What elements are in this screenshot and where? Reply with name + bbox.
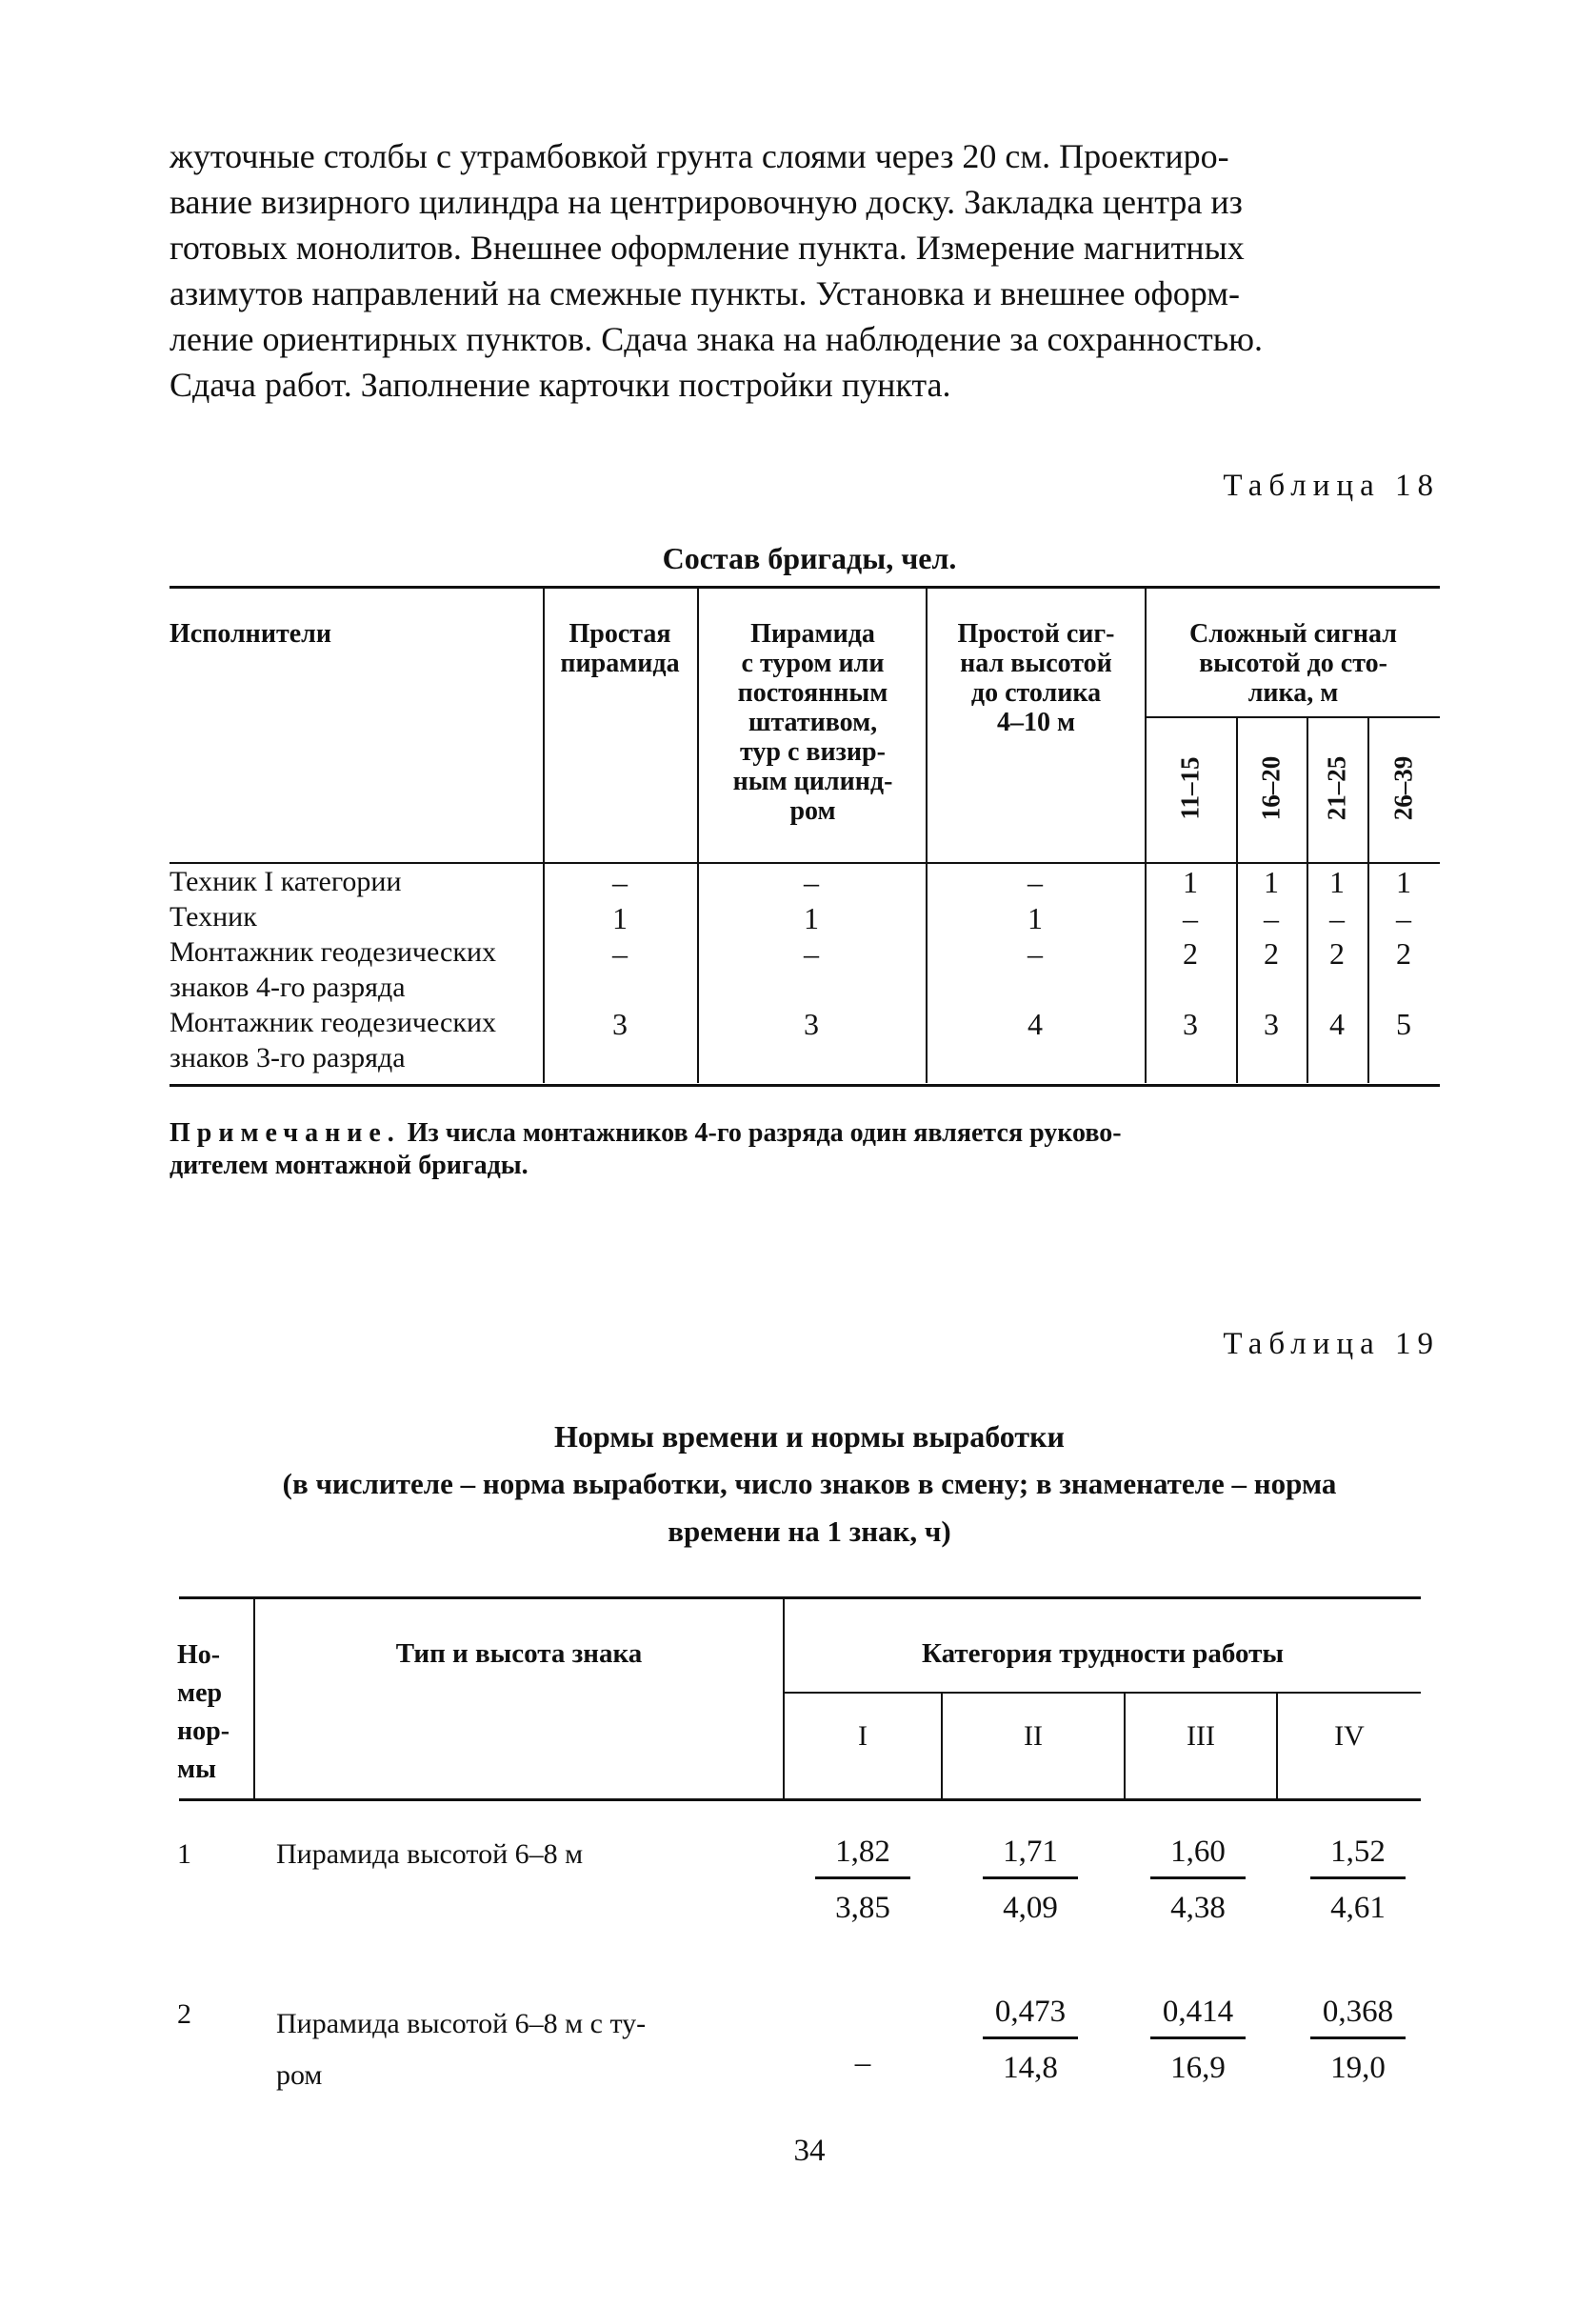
- table19-subheader-rule: [783, 1692, 1421, 1694]
- table18-note: [170, 1117, 1446, 1182]
- cell-value: –: [612, 936, 628, 971]
- fraction-numerator: 1,60: [1170, 1835, 1226, 1869]
- cell-value: –: [1264, 901, 1279, 935]
- fraction-cell: [796, 1827, 929, 1929]
- cell-value: 2: [1264, 936, 1279, 971]
- cell-value: –: [1396, 901, 1411, 935]
- fraction-cell: [1291, 1827, 1425, 1929]
- paragraph-line: вание визирного цилиндра на центрировочную доску. Закладка центра из: [170, 183, 1243, 221]
- table18-top-rule: [170, 586, 1440, 589]
- row-name: знаков 4-го разряда: [170, 972, 406, 1003]
- fraction-numerator: 0,368: [1322, 1995, 1394, 2029]
- cell-value: 2: [1183, 936, 1198, 971]
- fraction-cell: [964, 1987, 1097, 2089]
- norm-number: 1: [177, 1838, 191, 1870]
- fraction-denominator: 19,0: [1330, 2051, 1386, 2085]
- paragraph-line: азимутов направлений на смежные пункты. Установка и внешнее оформ-: [170, 274, 1241, 312]
- header-line: с туром или: [741, 649, 885, 678]
- note-text-cont: дителем монтажной бригады.: [170, 1151, 529, 1180]
- header-cat-3: III: [1187, 1720, 1215, 1752]
- note-text: Из числа монтажников 4-го разряда один является руково-: [400, 1118, 1122, 1148]
- fraction-numerator: 0,414: [1162, 1995, 1234, 2029]
- table19-top-rule: [179, 1596, 1421, 1599]
- cell-value: 3: [1264, 1007, 1279, 1041]
- row-name: Техник I категории: [170, 866, 402, 897]
- header-line: тур с визир-: [740, 737, 886, 767]
- header-sign-type: Тип и высота знака: [395, 1638, 643, 1669]
- note-label: Примечание.: [170, 1118, 401, 1148]
- header-line: нор-: [177, 1716, 230, 1746]
- row-name: Монтажник геодезических: [170, 1007, 496, 1038]
- header-line: мер: [177, 1678, 223, 1708]
- sign-type-line: Пирамида высотой 6–8 м с ту-: [276, 2008, 647, 2039]
- header-complex-signal: [1147, 619, 1440, 708]
- fraction-denominator: 4,38: [1170, 1891, 1226, 1925]
- header-line: высотой до сто-: [1199, 649, 1387, 678]
- fraction-numerator: 1,52: [1330, 1835, 1386, 1869]
- paragraph-line: Сдача работ. Заполнение карточки постройки пункта.: [170, 366, 951, 404]
- header-line: ром: [789, 796, 836, 826]
- header-line: Простая: [569, 619, 671, 649]
- cell-value: 1: [1396, 865, 1411, 899]
- row-name: Техник: [170, 901, 257, 933]
- cell-value: –: [1329, 901, 1345, 935]
- header-cat-2: II: [1024, 1720, 1043, 1752]
- cell-value: 3: [612, 1007, 628, 1041]
- fraction-cell: [1131, 1987, 1265, 2089]
- paragraph-line: жуточные столбы с утрамбовкой грунта слоями через 20 см. Проектиро-: [170, 137, 1229, 175]
- cell-value: 1: [804, 901, 819, 935]
- table18-bottom-rule: [170, 1084, 1440, 1087]
- header-line: нал высотой: [960, 649, 1112, 678]
- paragraph-line: ление ориентирных пунктов. Сдача знака на наблюдение за сохранностью.: [170, 320, 1264, 358]
- header-line: пирамида: [560, 649, 680, 678]
- table19-caption: Таблица 19: [1223, 1327, 1440, 1361]
- table18-subheader-rule: [1145, 716, 1440, 718]
- sign-type: [276, 1998, 646, 2101]
- cell-value: 3: [1183, 1007, 1198, 1041]
- header-height-11-15: 11–15: [1175, 756, 1205, 820]
- cell-value: 3: [804, 1007, 819, 1041]
- header-line: лика, м: [1247, 678, 1339, 708]
- cell-value: 4: [1329, 1007, 1345, 1041]
- header-line: штативом,: [748, 708, 878, 737]
- header-norm-number: [177, 1636, 229, 1789]
- header-line: Но-: [177, 1640, 221, 1670]
- table19-title: Нормы времени и нормы выработки: [554, 1419, 1065, 1454]
- table19-subtitle-cont: времени на 1 знак, ч): [668, 1515, 951, 1548]
- fraction-denominator: 16,9: [1170, 2051, 1226, 2085]
- cell-value: 1: [1329, 865, 1345, 899]
- page-number: 34: [793, 2134, 826, 2168]
- table19-col-divider: [783, 1598, 785, 1798]
- cell-value: –: [612, 865, 628, 899]
- header-height-16-20: 16–20: [1256, 755, 1286, 821]
- header-simple-pyramid: [543, 619, 697, 678]
- empty-value-dash: –: [854, 2046, 871, 2080]
- header-line: до столика: [970, 678, 1102, 708]
- cell-value: –: [804, 936, 819, 971]
- table19-col-divider: [253, 1598, 255, 1798]
- fraction-denominator: 4,09: [1003, 1891, 1058, 1925]
- cell-value: –: [1027, 865, 1043, 899]
- cell-value: 1: [1264, 865, 1279, 899]
- cell-value: 5: [1396, 1007, 1411, 1041]
- header-performers: Исполнители: [170, 619, 331, 649]
- header-line: ным цилинд-: [732, 767, 893, 796]
- fraction-cell: [1291, 1987, 1425, 2089]
- header-line: мы: [177, 1755, 216, 1784]
- fraction-denominator: 3,85: [835, 1891, 890, 1925]
- fraction-numerator: 1,82: [835, 1835, 890, 1869]
- fraction-numerator: 0,473: [994, 1995, 1067, 2029]
- row-name: знаков 3-го разряда: [170, 1042, 406, 1073]
- header-line: Сложный сигнал: [1188, 619, 1398, 649]
- row-name: Монтажник геодезических: [170, 936, 496, 968]
- cell-value: 1: [1183, 865, 1198, 899]
- header-line: Простой сиг-: [957, 619, 1115, 649]
- fraction-cell: [1131, 1827, 1265, 1929]
- cell-value: 2: [1396, 936, 1411, 971]
- fraction-numerator: 1,71: [1003, 1835, 1058, 1869]
- cell-value: 2: [1329, 936, 1345, 971]
- header-height-26-39: 26–39: [1388, 755, 1418, 821]
- header-pyramid-tour: [700, 619, 926, 826]
- cell-value: –: [1027, 936, 1043, 971]
- cell-value: –: [1183, 901, 1198, 935]
- fraction-denominator: 4,61: [1330, 1891, 1386, 1925]
- table19-header-bottom-rule: [179, 1798, 1421, 1801]
- table18-caption: Таблица 18: [1223, 469, 1440, 503]
- body-paragraph: [170, 133, 1446, 408]
- cell-value: 4: [1027, 1007, 1043, 1041]
- cell-value: 1: [612, 901, 628, 935]
- sign-type-line: ром: [276, 2059, 323, 2091]
- header-height-21-25: 21–25: [1322, 755, 1351, 821]
- header-line: постоянным: [737, 678, 888, 708]
- header-line: Пирамида: [750, 619, 875, 649]
- table19-subtitle: (в числителе – норма выработки, число знаков в смену; в знаменателе – норма: [282, 1467, 1337, 1500]
- header-simple-signal: [928, 619, 1145, 737]
- fraction-denominator: 14,8: [1003, 2051, 1058, 2085]
- paragraph-line: готовых монолитов. Внешнее оформление пункта. Измерение магнитных: [170, 229, 1245, 267]
- cell-value: –: [804, 865, 819, 899]
- table18-title: Состав бригады, чел.: [662, 541, 957, 575]
- header-line: 4–10 м: [996, 708, 1076, 737]
- sign-type: Пирамида высотой 6–8 м: [276, 1838, 584, 1870]
- norm-number: 2: [177, 1998, 191, 2030]
- cell-value: 1: [1027, 901, 1043, 935]
- header-cat-1: I: [858, 1720, 868, 1752]
- fraction-cell: [964, 1827, 1097, 1929]
- header-difficulty-category: Категория трудности работы: [922, 1638, 1284, 1669]
- header-cat-4: IV: [1334, 1720, 1365, 1752]
